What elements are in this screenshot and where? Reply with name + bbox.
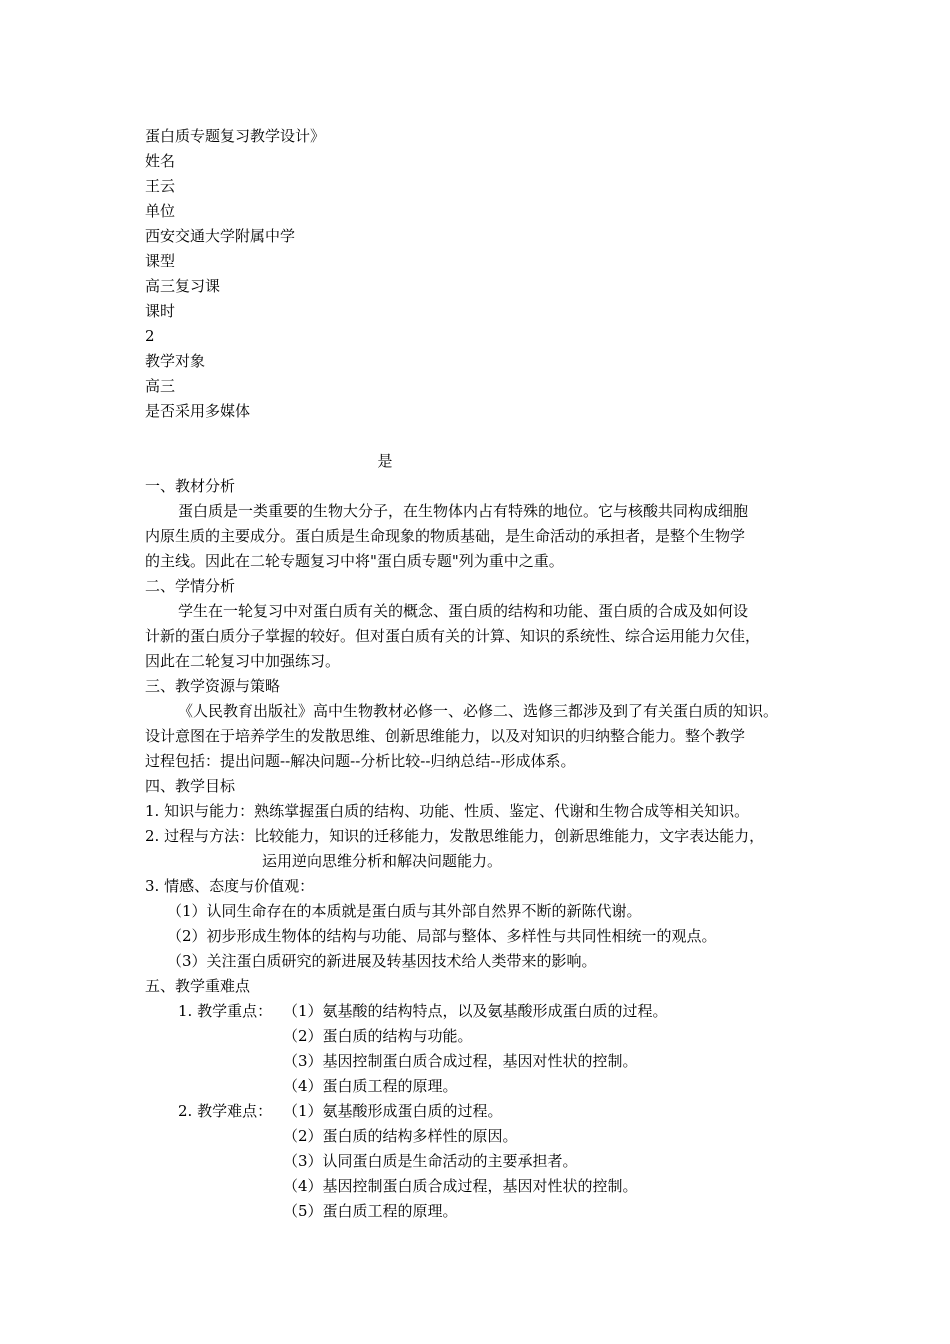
section-heading-objectives: 四、教学目标 [145,777,236,795]
difficult-point: （3）认同蛋白质是生命活动的主要承担者。 [283,1152,578,1170]
field-value-name: 王云 [145,177,176,195]
field-value-audience: 高三 [145,377,176,395]
objective-item-continuation: 运用逆向思维分析和解决问题能力。 [262,852,503,870]
field-label-audience: 教学对象 [145,352,206,370]
objective-subitem: （3）关注蛋白质研究的新进展及转基因技术给人类带来的影响。 [167,952,597,970]
paragraph-line: 设计意图在于培养学生的发散思维、创新思维能力，以及对知识的归纳整合能力。整个教学 [145,727,746,745]
section-heading-resources: 三、教学资源与策略 [145,677,281,695]
difficult-point: （4）基因控制蛋白质合成过程，基因对性状的控制。 [283,1177,638,1195]
field-label-multimedia: 是否采用多媒体 [145,402,251,420]
field-label-type: 课型 [145,252,176,270]
difficult-point: （1）氨基酸形成蛋白质的过程。 [283,1102,503,1120]
document-title: 蛋白质专题复习教学设计》 [145,127,326,145]
objective-subitem: （1）认同生命存在的本质就是蛋白质与其外部自然界不断的新陈代谢。 [167,902,642,920]
objective-item: 3. 情感、态度与价值观： [145,877,315,895]
field-value-multimedia: 是 [377,452,393,470]
key-point: （3）基因控制蛋白质合成过程，基因对性状的控制。 [283,1052,638,1070]
section-heading-key-difficult: 五、教学重难点 [145,977,251,995]
objective-subitem: （2）初步形成生物体的结构与功能、局部与整体、多样性与共同性相统一的观点。 [167,927,717,945]
paragraph-line: 计新的蛋白质分子掌握的较好。但对蛋白质有关的计算、知识的系统性、综合运用能力欠佳， [145,627,761,645]
difficult-point: （5）蛋白质工程的原理。 [283,1202,458,1220]
section-heading-materials: 一、教材分析 [145,477,236,495]
field-value-type: 高三复习课 [145,277,221,295]
paragraph-line: 蛋白质是一类重要的生物大分子，在生物体内占有特殊的地位。它与核酸共同构成细胞 [178,502,749,520]
paragraph-line: 学生在一轮复习中对蛋白质有关的概念、蛋白质的结构和功能、蛋白质的合成及如何设 [178,602,749,620]
field-label-name: 姓名 [145,152,176,170]
paragraph-line: 内原生质的主要成分。蛋白质是生命现象的物质基础，是生命活动的承担者，是整个生物学 [145,527,746,545]
objective-item: 1. 知识与能力：熟练掌握蛋白质的结构、功能、性质、鉴定、代谢和生物合成等相关知识。 [145,802,750,820]
key-point: （1）氨基酸的结构特点，以及氨基酸形成蛋白质的过程。 [283,1002,668,1020]
paragraph-line: 因此在二轮复习中加强练习。 [145,652,341,670]
field-label-hours: 课时 [145,302,176,320]
field-value-hours: 2 [145,327,155,345]
field-label-unit: 单位 [145,202,176,220]
objective-item: 2. 过程与方法：比较能力，知识的迁移能力，发散思维能力，创新思维能力，文字表达能力， [145,827,765,845]
key-point: （2）蛋白质的结构与功能。 [283,1027,473,1045]
paragraph-line: 《人民教育出版社》高中生物教材必修一、必修二、选修三都涉及到了有关蛋白质的知识。 [178,702,779,720]
field-value-unit: 西安交通大学附属中学 [145,227,296,245]
difficult-point: （2）蛋白质的结构多样性的原因。 [283,1127,518,1145]
paragraph-line: 过程包括：提出问题--解决问题--分析比较--归纳总结--形成体系。 [145,752,576,770]
difficult-points-label: 2. 教学难点： [178,1102,273,1120]
paragraph-line: 的主线。因此在二轮专题复习中将"蛋白质专题"列为重中之重。 [145,552,564,570]
key-point: （4）蛋白质工程的原理。 [283,1077,458,1095]
section-heading-learners: 二、学情分析 [145,577,236,595]
key-points-label: 1. 教学重点： [178,1002,273,1020]
